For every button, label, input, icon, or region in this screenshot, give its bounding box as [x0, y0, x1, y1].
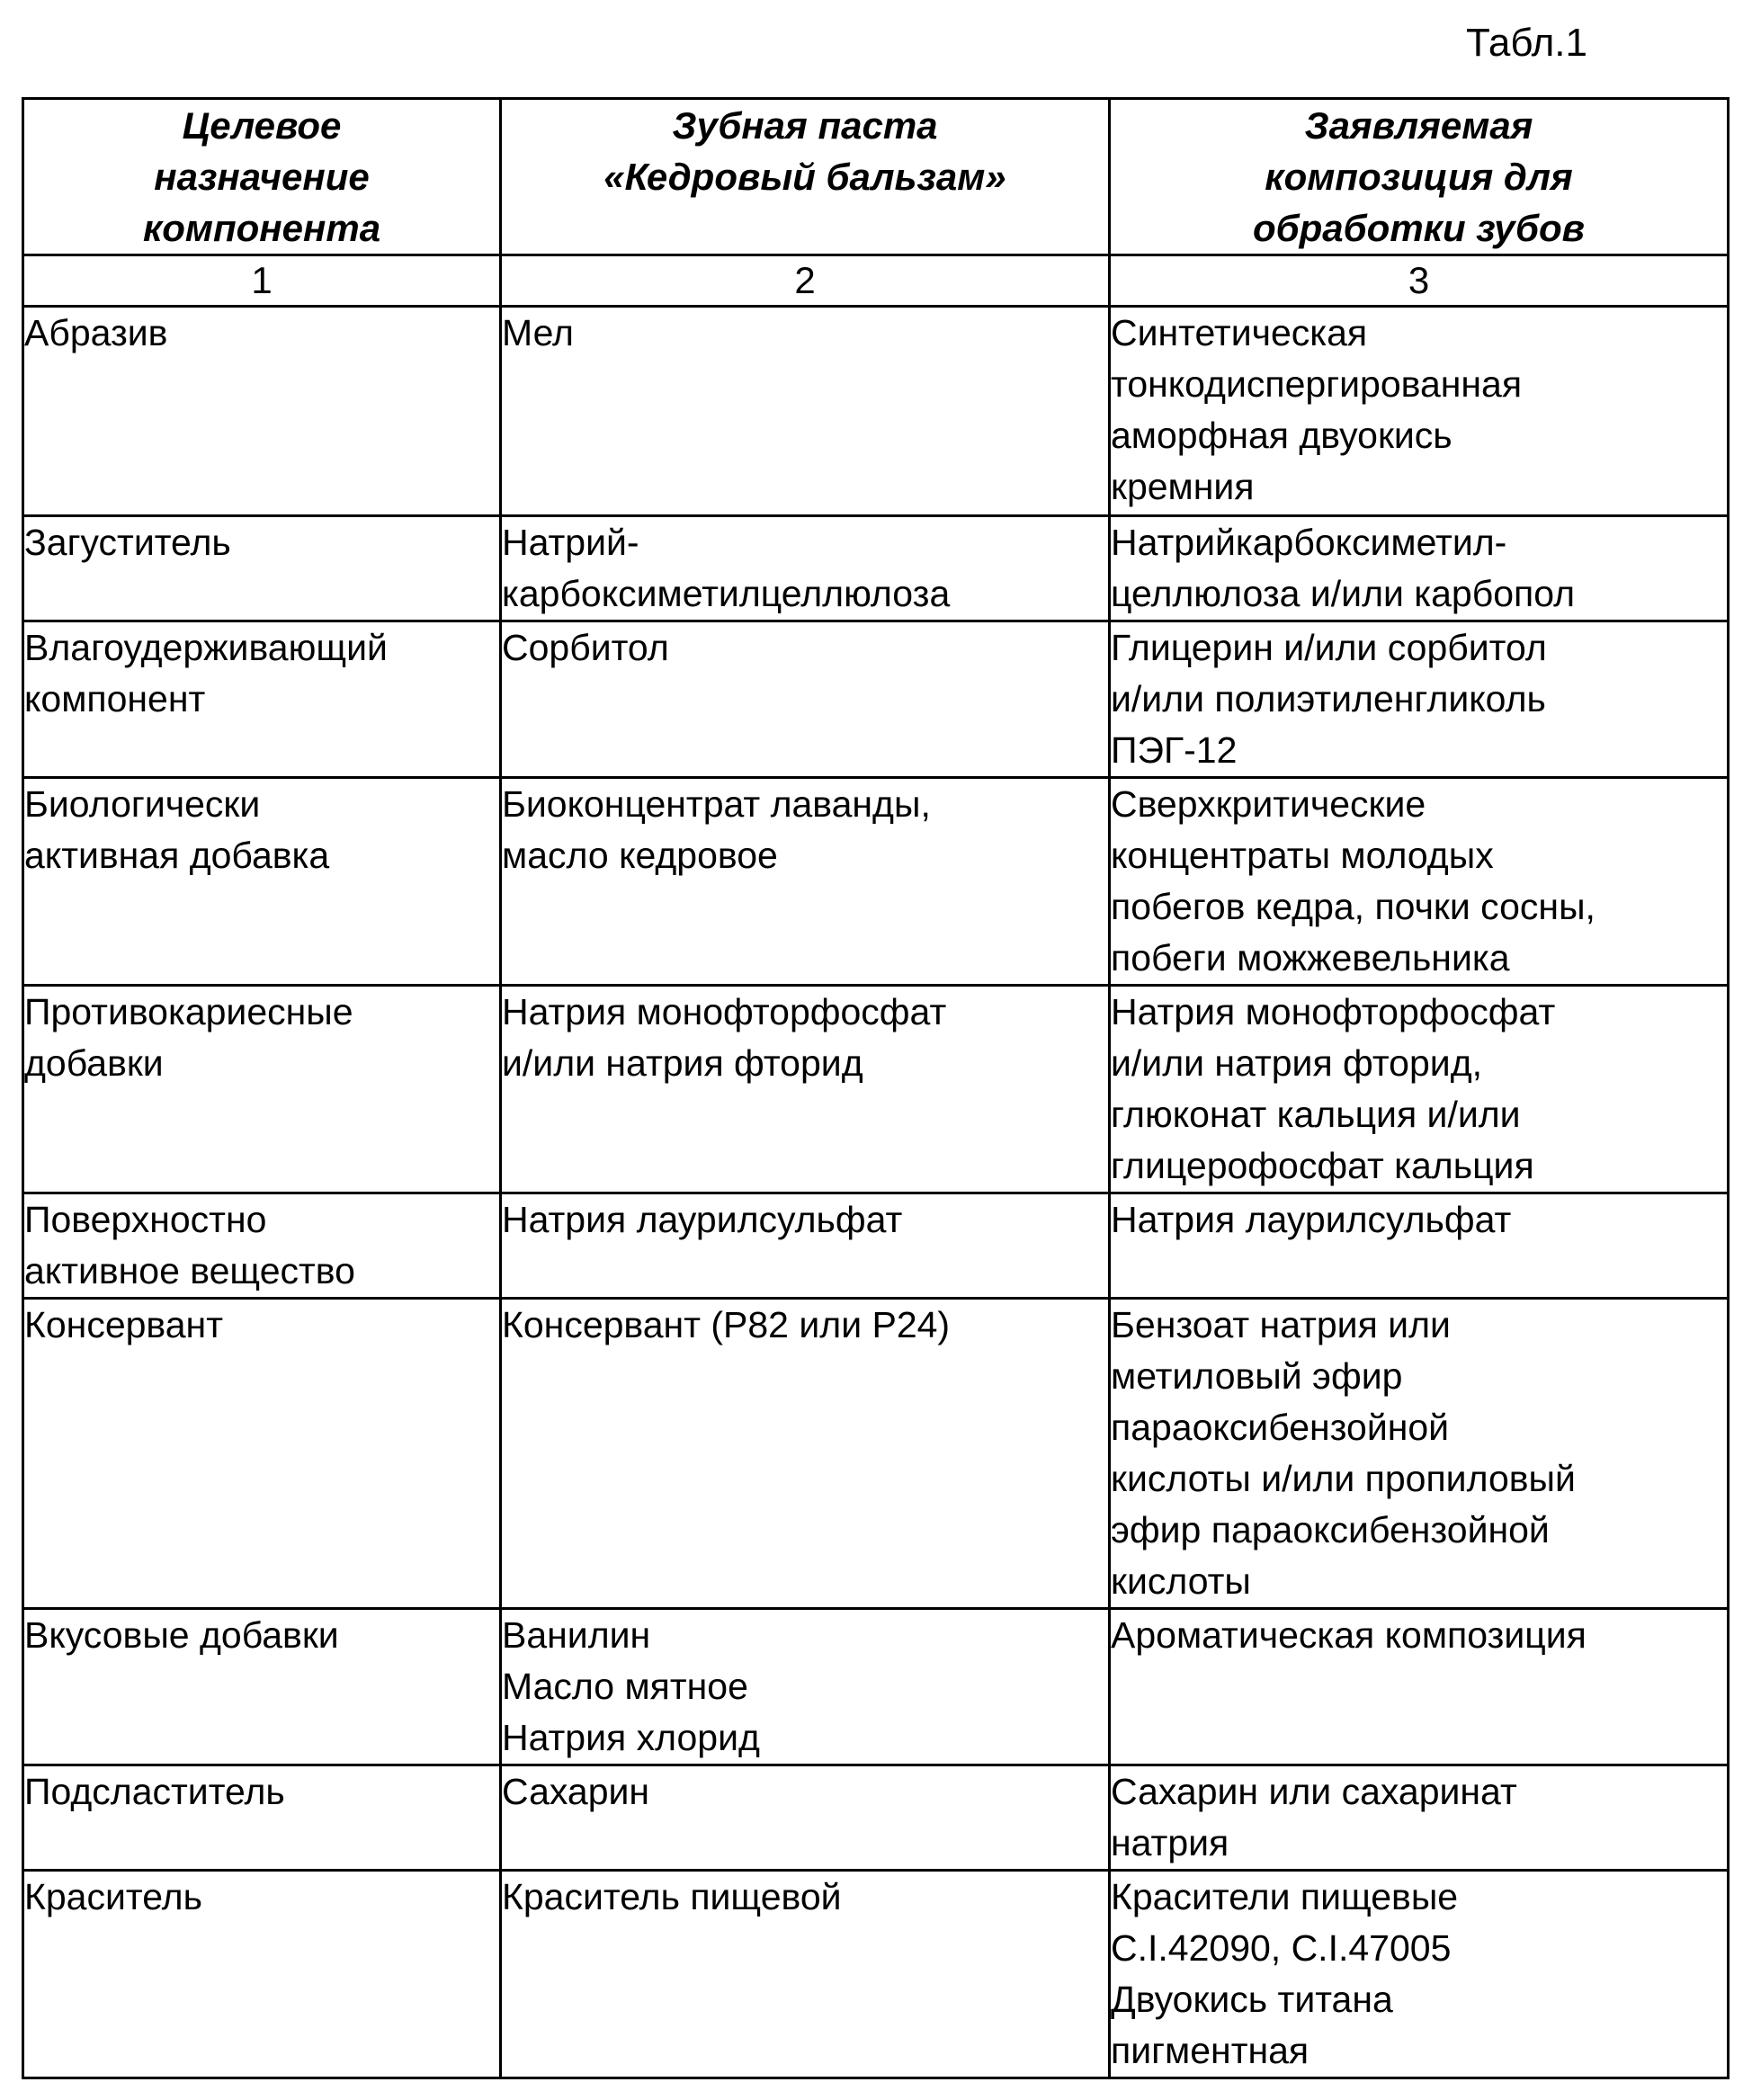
cell-text-line: Абразив [24, 308, 499, 359]
cell-claimed [1110, 1609, 1729, 1765]
cell-claimed [1110, 986, 1729, 1193]
cell-text-line: Натрийкарбоксиметил- [1111, 517, 1727, 568]
cell-text-line: Загуститель [24, 517, 499, 568]
header-row [23, 99, 1729, 255]
cell-claimed [1110, 1765, 1729, 1871]
cell-text-line: Заявляемая [1111, 100, 1727, 151]
cell-text-line: Масло мятное [502, 1661, 1108, 1712]
cell-text-line: Синтетическая [1111, 308, 1727, 359]
cell-toothpaste [501, 1765, 1110, 1871]
cell-text-line: обработки зубов [1111, 202, 1727, 254]
cell-text-line: Ароматическая композиция [1111, 1610, 1727, 1661]
cell-text-line: Консервант [24, 1300, 499, 1351]
cell-text-line: Сахарин [502, 1766, 1108, 1818]
cell-text-line: Бензоат натрия или [1111, 1300, 1727, 1351]
cell-text-line: Целевое [24, 100, 499, 151]
cell-text-line: кислоты и/или пропиловый [1111, 1453, 1727, 1505]
table-row [23, 1193, 1729, 1299]
cell-text-line: глицерофосфат кальция [1111, 1140, 1727, 1192]
cell-claimed [1110, 307, 1729, 516]
cell-purpose [23, 516, 501, 621]
table-row [23, 1609, 1729, 1765]
header-cell-purpose [23, 99, 501, 255]
cell-toothpaste [501, 1193, 1110, 1299]
cell-claimed [1110, 1193, 1729, 1299]
cell-toothpaste [501, 621, 1110, 778]
cell-text-line: Мел [502, 308, 1108, 359]
cell-text-line: масло кедровое [502, 830, 1108, 881]
table-row [23, 1871, 1729, 2078]
cell-text-line: эфир параоксибензойной [1111, 1505, 1727, 1556]
cell-claimed [1110, 1299, 1729, 1609]
cell-text-line: назначение [24, 151, 499, 202]
cell-text-line: активная добавка [24, 830, 499, 881]
cell-text-line: Краситель пищевой [502, 1872, 1108, 1923]
cell-text-line: кислоты [1111, 1556, 1727, 1607]
table-title: Табл.1 [1466, 20, 1587, 67]
cell-text-line: композиция для [1111, 151, 1727, 202]
cell-text-line: Сорбитол [502, 622, 1108, 674]
cell-text-line: ПЭГ-12 [1111, 725, 1727, 776]
cell-text-line: тонкодиспергированная [1111, 359, 1727, 410]
cell-text-line: Двуокись титана [1111, 1974, 1727, 2025]
cell-claimed [1110, 1871, 1729, 2078]
cell-purpose [23, 778, 501, 986]
cell-text-line: параоксибензойной [1111, 1402, 1727, 1453]
cell-text-line: метиловый эфир [1111, 1351, 1727, 1402]
cell-purpose [23, 1609, 501, 1765]
cell-text-line: Противокариесные [24, 987, 499, 1038]
cell-text-line: Сахарин или сахаринат [1111, 1766, 1727, 1818]
cell-text-line: Зубная паста [502, 100, 1108, 151]
cell-text-line: концентраты молодых [1111, 830, 1727, 881]
column-number: 1 [23, 255, 501, 307]
cell-text-line: Сверхкритические [1111, 779, 1727, 830]
cell-purpose [23, 1299, 501, 1609]
cell-text-line: Глицерин и/или сорбитол [1111, 622, 1727, 674]
cell-text-line: Натрия лаурилсульфат [1111, 1194, 1727, 1246]
cell-text-line: добавки [24, 1038, 499, 1089]
cell-purpose [23, 986, 501, 1193]
cell-text-line: Натрия хлорид [502, 1712, 1108, 1764]
cell-toothpaste [501, 1609, 1110, 1765]
cell-toothpaste [501, 1299, 1110, 1609]
cell-claimed [1110, 778, 1729, 986]
cell-text-line: Вкусовые добавки [24, 1610, 499, 1661]
cell-text-line: Красители пищевые [1111, 1872, 1727, 1923]
cell-text-line: активное вещество [24, 1246, 499, 1297]
cell-text-line: побеги можжевельника [1111, 933, 1727, 984]
column-number: 2 [501, 255, 1110, 307]
cell-text-line: карбоксиметилцеллюлоза [502, 568, 1108, 620]
table-row [23, 778, 1729, 986]
cell-toothpaste [501, 986, 1110, 1193]
cell-toothpaste [501, 778, 1110, 986]
cell-text-line: Натрия лаурилсульфат [502, 1194, 1108, 1246]
cell-purpose [23, 1193, 501, 1299]
cell-toothpaste [501, 1871, 1110, 2078]
table-row [23, 307, 1729, 516]
cell-text-line: компонента [24, 202, 499, 254]
cell-purpose [23, 1871, 501, 2078]
header-cell-claimed-composition [1110, 99, 1729, 255]
cell-text-line: Ванилин [502, 1610, 1108, 1661]
cell-text-line: Натрия монофторфосфат [1111, 987, 1727, 1038]
cell-toothpaste [501, 307, 1110, 516]
cell-text-line: компонент [24, 674, 499, 725]
cell-text-line: Подсластитель [24, 1766, 499, 1818]
cell-text-line: и/или полиэтиленгликоль [1111, 674, 1727, 725]
cell-text-line: и/или натрия фторид [502, 1038, 1108, 1089]
composition-table [22, 97, 1730, 2079]
cell-purpose [23, 307, 501, 516]
cell-text-line: натрия [1111, 1818, 1727, 1869]
cell-toothpaste [501, 516, 1110, 621]
table-row [23, 621, 1729, 778]
cell-text-line: побегов кедра, почки сосны, [1111, 881, 1727, 933]
cell-text-line: кремния [1111, 461, 1727, 513]
cell-text-line: Влагоудерживающий [24, 622, 499, 674]
cell-text-line: «Кедровый бальзам» [502, 151, 1108, 202]
cell-purpose [23, 1765, 501, 1871]
cell-text-line: C.I.42090, C.I.47005 [1111, 1923, 1727, 1974]
cell-text-line: Биоконцентрат лаванды, [502, 779, 1108, 830]
cell-text-line: аморфная двуокись [1111, 410, 1727, 461]
cell-text-line: Поверхностно [24, 1194, 499, 1246]
table-row [23, 1299, 1729, 1609]
cell-text-line: глюконат кальция и/или [1111, 1089, 1727, 1140]
cell-claimed [1110, 621, 1729, 778]
cell-text-line: Краситель [24, 1872, 499, 1923]
column-number-row [23, 255, 1729, 307]
cell-text-line: целлюлоза и/или карбопол [1111, 568, 1727, 620]
cell-text-line: Биологически [24, 779, 499, 830]
table-row [23, 516, 1729, 621]
cell-claimed [1110, 516, 1729, 621]
cell-text-line: Натрия монофторфосфат [502, 987, 1108, 1038]
column-number: 3 [1110, 255, 1729, 307]
table-row [23, 1765, 1729, 1871]
cell-text-line: Консервант (Р82 или Р24) [502, 1300, 1108, 1351]
cell-purpose [23, 621, 501, 778]
cell-text-line: Натрий- [502, 517, 1108, 568]
header-cell-toothpaste [501, 99, 1110, 255]
cell-text-line: пигментная [1111, 2025, 1727, 2077]
table-row [23, 986, 1729, 1193]
cell-text-line: и/или натрия фторид, [1111, 1038, 1727, 1089]
